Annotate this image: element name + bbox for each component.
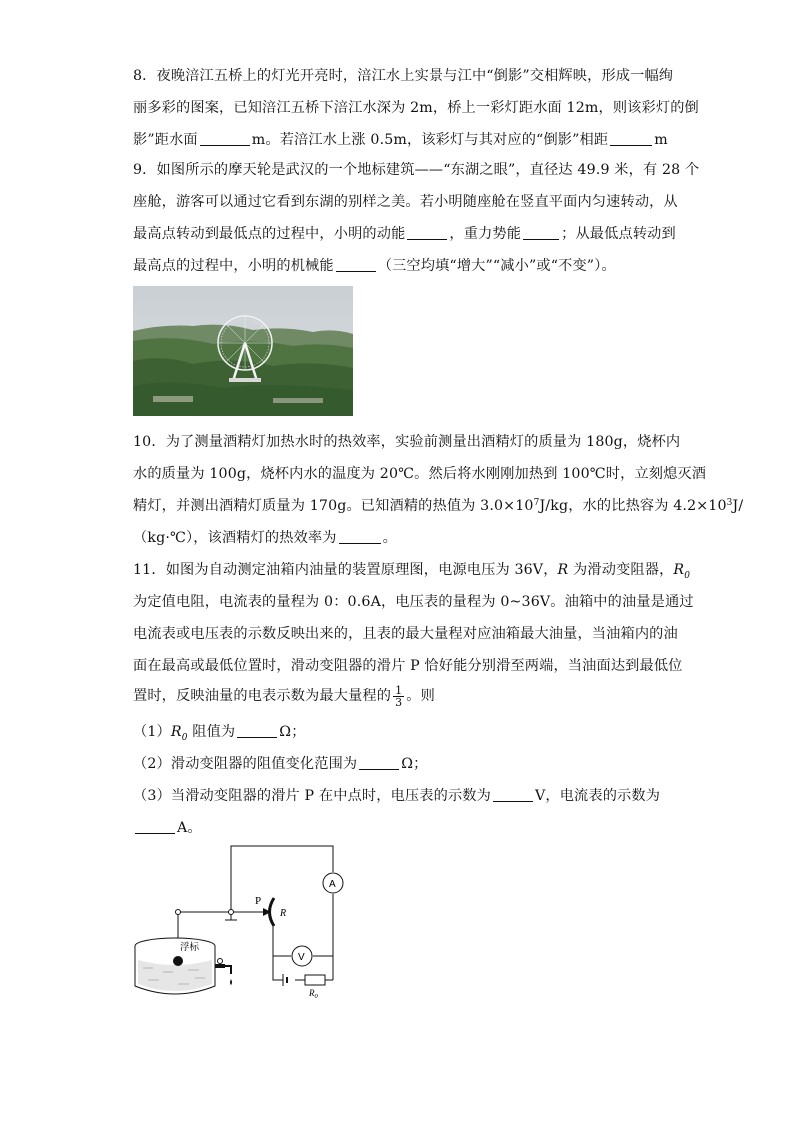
answer-blank[interactable]	[523, 225, 559, 240]
label-voltmeter: V	[298, 952, 305, 963]
q10-text: 10．为了测量酒精灯加热水时的热效率，实验前测量出酒精灯的质量为 180g，烧杯内	[133, 434, 681, 450]
q8-text: 丽多彩的图案，已知涪江五桥下涪江水深为 2m，桥上一彩灯距水面 12m，则该彩灯的倒	[133, 100, 699, 116]
q11-text: A。	[177, 820, 202, 836]
answer-blank[interactable]	[237, 723, 277, 738]
q11-line-3	[133, 624, 678, 644]
q8-text: m	[654, 132, 668, 148]
q11-line-5	[133, 682, 663, 710]
q9-line-1	[133, 160, 700, 180]
q11-text: 电流表或电压表的示数反映出来的，且表的最大量程对应油箱最大油量，当油箱内的油	[133, 626, 678, 642]
var-r: R	[557, 562, 569, 578]
q10-line-2	[133, 464, 707, 484]
q8-line-1	[133, 66, 674, 86]
q11-text: （2）滑动变阻器的阻值变化范围为	[133, 756, 358, 772]
q11-text: 置时，反映油量的电表示数为最大量程的	[133, 688, 392, 704]
q11-line-1	[133, 560, 691, 586]
q10-text: （kg·℃），该酒精灯的热效率为	[133, 530, 337, 546]
q11-line-4	[133, 656, 683, 676]
q11-sub-2	[133, 754, 663, 774]
q8-text: 影”距水面	[133, 132, 198, 148]
q9-text: ，重力势能	[449, 226, 522, 242]
label-r0	[308, 988, 319, 1000]
var-r0: R	[170, 724, 182, 740]
q10-text: 精灯，并测出酒精灯质量为 170g。已知酒精的热值为 3.0×10	[133, 498, 534, 514]
answer-blank[interactable]	[135, 819, 175, 834]
label-r0-letter: R	[309, 988, 315, 998]
q8-line-3	[133, 130, 668, 150]
q8-text: 8．夜晚涪江五桥上的灯光开亮时，涪江水上实景与江中“倒影”交相辉映，形成一幅绚	[133, 68, 674, 84]
answer-blank[interactable]	[339, 529, 381, 544]
q9-text: （三空均填“增大”“减小”或“不变”）。	[377, 258, 616, 274]
q11-text: （1）	[133, 724, 171, 740]
q11-text: （3）当滑动变阻器的滑片 P 在中点时，电压表的示数为	[133, 788, 491, 804]
q9-text: 最高点转动到最低点的过程中，小明的动能	[133, 226, 406, 242]
subscript: 0	[181, 732, 188, 743]
answer-blank[interactable]	[200, 131, 250, 146]
q11-text: 11．如图为自动测定油箱内油量的装置原理图，电源电压为 36V，	[133, 562, 558, 578]
fraction-one-third	[393, 685, 404, 708]
q10-text: 水的质量为 100g，烧杯内水的温度为 20℃。然后将水刚刚加热到 100℃时，立刻熄灭酒	[133, 466, 707, 482]
label-ammeter: A	[329, 879, 336, 890]
q9-text: 9．如图所示的摩天轮是武汉的一个地标建筑——“东湖之眼”，直径达 49.9 米，有 28 个	[133, 162, 700, 178]
var-r0: R	[673, 562, 685, 578]
fraction-denominator: 3	[395, 695, 403, 709]
q11-text: 面在最高或最低位置时，滑动变阻器的滑片 P 恰好能分别滑至两端，当油面达到最低位	[133, 658, 683, 674]
rheostat	[270, 898, 275, 926]
q8-line-2	[133, 98, 699, 118]
label-r0-subscript: 0	[314, 993, 318, 1000]
q10-line-1	[133, 432, 681, 452]
q11-text: 阻值为	[187, 724, 236, 740]
q9-line-2	[133, 192, 678, 212]
q9-text: ；从最低点转动到	[561, 226, 676, 242]
q10-text: J/	[732, 498, 744, 514]
q11-sub-1	[133, 722, 663, 748]
q11-text: Ω；	[401, 756, 428, 772]
q11-text: 为滑动变阻器，	[568, 562, 674, 578]
subscript: 0	[684, 570, 691, 581]
exponent: 7	[533, 498, 540, 508]
q11-text: V，电流表的示数为	[534, 788, 661, 804]
fraction-numerator: 1	[395, 683, 403, 697]
q9-text: 座舱，游客可以通过它看到东湖的别样之美。若小明随座舱在竖直平面内匀速转动，从	[133, 194, 678, 210]
q9-text: 最高点的过程中，小明的机械能	[133, 258, 334, 274]
label-float: 浮标	[180, 942, 200, 953]
oil-gauge-circuit-diagram	[133, 842, 363, 1002]
resistor-r0	[305, 975, 325, 985]
answer-blank[interactable]	[407, 225, 447, 240]
q11-line-2	[133, 592, 694, 612]
answer-blank[interactable]	[359, 755, 399, 770]
q8-text: m。若涪江水上涨 0.5m，该彩灯与其对应的“倒影”相距	[251, 132, 609, 148]
q9-line-4	[133, 256, 663, 276]
label-p: P	[255, 895, 262, 907]
exponent: 3	[726, 498, 733, 508]
q11-text: 为定值电阻，电流表的量程为 0：0.6A，电压表的量程为 0~36V。油箱中的油量是通过	[133, 594, 694, 610]
ferris-wheel-photo	[133, 286, 353, 416]
answer-blank[interactable]	[493, 787, 533, 802]
q10-text: J/kg，水的比热容为 4.2×10	[539, 498, 727, 514]
q10-line-4	[133, 528, 663, 548]
label-r: R	[280, 908, 287, 919]
q11-sub-3	[133, 786, 663, 806]
q10-text: 。	[382, 530, 397, 546]
q11-sub-4	[133, 818, 663, 838]
answer-blank[interactable]	[610, 131, 652, 146]
q11-text: Ω；	[279, 724, 306, 740]
q11-text: 。则	[406, 688, 435, 704]
q10-line-3	[133, 496, 744, 516]
answer-blank[interactable]	[336, 257, 376, 272]
q9-line-3	[133, 224, 676, 244]
